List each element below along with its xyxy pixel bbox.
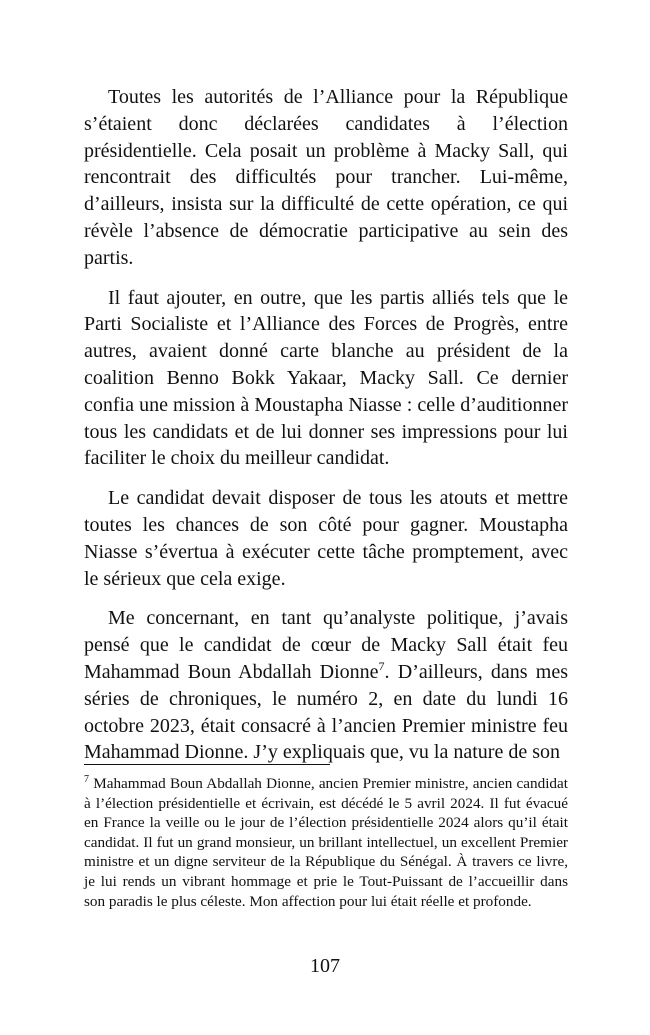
paragraph-4 — [84, 605, 568, 766]
page-number: 107 — [310, 955, 340, 977]
footnote-marker: 7 — [84, 774, 89, 785]
footnote — [84, 774, 568, 911]
footnote-text: Mahammad Boun Abdallah Dionne, ancien Premier ministre, ancien candidat à l’élection présidentielle et écrivain, est décédé le 5 avril 2024. Il fut évacué en France la veille ou le jour de l’élection présidentielle 2024 alors qu’il était candidat. Il fut un grand monsieur, un brillant intellectuel, un excellent Premier ministre et un digne serviteur de la République du Sénégal. À travers ce livre, je lui rends un vibrant hommage et prie le Tout-Puissant de l’accueillir dans son paradis le plus céleste. Mon affection pour lui était réelle et profonde. — [84, 775, 568, 910]
paragraph-2: Il faut ajouter, en outre, que les partis alliés tels que le Parti Socialiste et l’Alliance des Forces de Progrès, entre autres, avaient donné carte blanche au président de la coalition Benno Bokk Yakaar, Macky Sall. Ce dernier confia une mission à Moustapha Niasse : celle d’auditionner tous les candidats et de lui donner ses impressions pour lui faciliter le choix du meilleur candidat. — [84, 286, 568, 470]
paragraph-4-text-start: Me concernant, en tant qu’analyste politique, j’avais pensé que le candidat de cœur de Macky Sall était feu Mahammad Boun Abdallah Dionne — [84, 607, 568, 683]
body-text — [84, 84, 568, 779]
paragraph-3: Le candidat devait disposer de tous les atouts et mettre toutes les chances de son côté pour gagner. Moustapha Niasse s’évertua à exécuter cette tâche promptement, avec le sérieux que cela exige. — [84, 487, 568, 590]
footnote-reference: 7 — [378, 658, 385, 673]
paragraph-4-text-end: . D’ailleurs, dans mes séries de chroniques, le numéro 2, en date du lundi 16 octobre 2023, était consacré à l’ancien Premier ministre feu Mahammad Dionne. J’y expliquais que, vu la nature de son — [84, 660, 568, 764]
paragraph-1: Toutes les autorités de l’Alliance pour la République s’étaient donc déclarées candidates à l’élection présidentielle. Cela posait un problème à Macky Sall, qui rencontrait des difficultés pour trancher. Lui-même, d’ailleurs, insista sur la difficulté de cette opération, ce qui révèle l’absence de démocratie participative au sein des partis. — [84, 86, 568, 269]
footnote-separator — [84, 764, 330, 765]
